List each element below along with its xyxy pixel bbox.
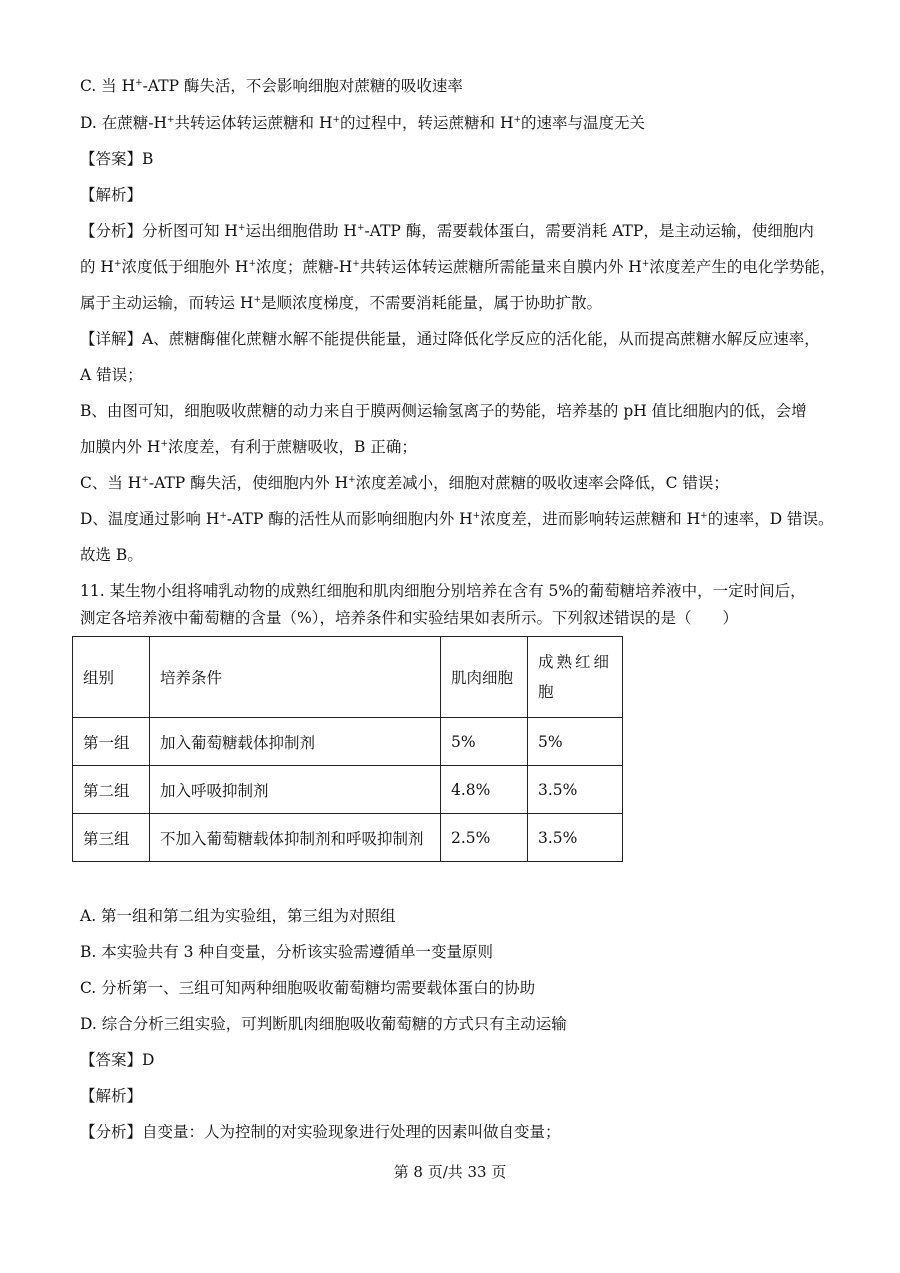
table-header-cell: 肌肉细胞 — [441, 637, 528, 718]
answer-label: 【答案】B — [80, 150, 154, 168]
table-row — [73, 814, 623, 862]
option-b: B. 本实验共有 3 种自变量，分析该实验需遵循单一变量原则 — [80, 943, 493, 961]
analysis-line: A 错误； — [80, 366, 143, 384]
option-d: D. 在蔗糖-H+共转运体转运蔗糖和 H+的过程中，转运蔗糖和 H+的速率与温度无关 — [80, 114, 646, 132]
table-cell: 不加入葡萄糖载体抑制剂和呼吸抑制剂 — [150, 814, 441, 862]
table-cell: 第三组 — [73, 814, 150, 862]
analysis-label: 【解析】 — [80, 1087, 143, 1105]
analysis-line: 【分析】自变量：人为控制的对实验现象进行处理的因素叫做自变量； — [80, 1123, 561, 1141]
results-table — [72, 636, 623, 862]
table-header-cell: 组别 — [73, 637, 150, 718]
table-row — [73, 718, 623, 766]
option-a: A. 第一组和第二组为实验组，第三组为对照组 — [80, 907, 396, 925]
analysis-line: D、温度通过影响 H+-ATP 酶的活性从而影响细胞内外 H+浓度差，进而影响转运蔗糖和 H+的速率，D 错误。 — [80, 510, 834, 528]
table-cell: 5% — [441, 718, 528, 766]
option-c: C. 当 H+-ATP 酶失活，不会影响细胞对蔗糖的吸收速率 — [80, 77, 463, 95]
answer-label: 【答案】D — [80, 1051, 155, 1069]
page-footer: 第 8 页/共 33 页 — [393, 1163, 507, 1181]
question-stem: 11. 某生物小组将哺乳动物的成熟红细胞和肌肉细胞分别培养在含有 5%的葡萄糖培养液中，一定时间后， — [80, 582, 806, 600]
analysis-line: 故选 B。 — [80, 546, 143, 564]
question-stem: 测定各培养液中葡萄糖的含量（%），培养条件和实验结果如表所示。下列叙述错误的是（ ） — [80, 609, 738, 627]
analysis-line: 【分析】分析图可知 H+运出细胞借助 H+-ATP 酶，需要载体蛋白，需要消耗 ATP，是主动运输，使细胞内 — [80, 222, 814, 240]
analysis-line: C、当 H+-ATP 酶失活，使细胞内外 H+浓度差减小，细胞对蔗糖的吸收速率会降低，C 错误； — [80, 474, 729, 492]
table-cell: 加入呼吸抑制剂 — [150, 766, 441, 814]
analysis-line: 加膜内外 H+浓度差，有利于蔗糖吸收，B 正确； — [80, 438, 417, 456]
table-cell: 加入葡萄糖载体抑制剂 — [150, 718, 441, 766]
table-cell: 3.5% — [528, 766, 623, 814]
table-cell: 3.5% — [528, 814, 623, 862]
table-cell: 第一组 — [73, 718, 150, 766]
analysis-line: 的 H+浓度低于细胞外 H+浓度；蔗糖-H+共转运体转运蔗糖所需能量来自膜内外 H+浓度差产生的电化学势能， — [80, 258, 836, 276]
table-cell: 4.8% — [441, 766, 528, 814]
table-cell: 2.5% — [441, 814, 528, 862]
option-c: C. 分析第一、三组可知两种细胞吸收葡萄糖均需要载体蛋白的协助 — [80, 979, 536, 997]
option-d: D. 综合分析三组实验，可判断肌肉细胞吸收葡萄糖的方式只有主动运输 — [80, 1015, 567, 1033]
table-cell: 第二组 — [73, 766, 150, 814]
analysis-line: 【详解】A、蔗糖酶催化蔗糖水解不能提供能量，通过降低化学反应的活化能，从而提高蔗糖水解反应速率， — [80, 330, 820, 348]
table-header-cell: 成熟红细胞 — [528, 637, 623, 718]
table-cell: 5% — [528, 718, 623, 766]
analysis-line: 属于主动运输，而转运 H+是顺浓度梯度，不需要消耗能量，属于协助扩散。 — [80, 294, 603, 312]
table-header-row — [73, 637, 623, 718]
table-header-cell: 培养条件 — [150, 637, 441, 718]
table-row — [73, 766, 623, 814]
analysis-line: B、由图可知，细胞吸收蔗糖的动力来自于膜两侧运输氢离子的势能，培养基的 pH 值比细胞内的低，会增 — [80, 402, 807, 420]
analysis-label: 【解析】 — [80, 186, 143, 204]
